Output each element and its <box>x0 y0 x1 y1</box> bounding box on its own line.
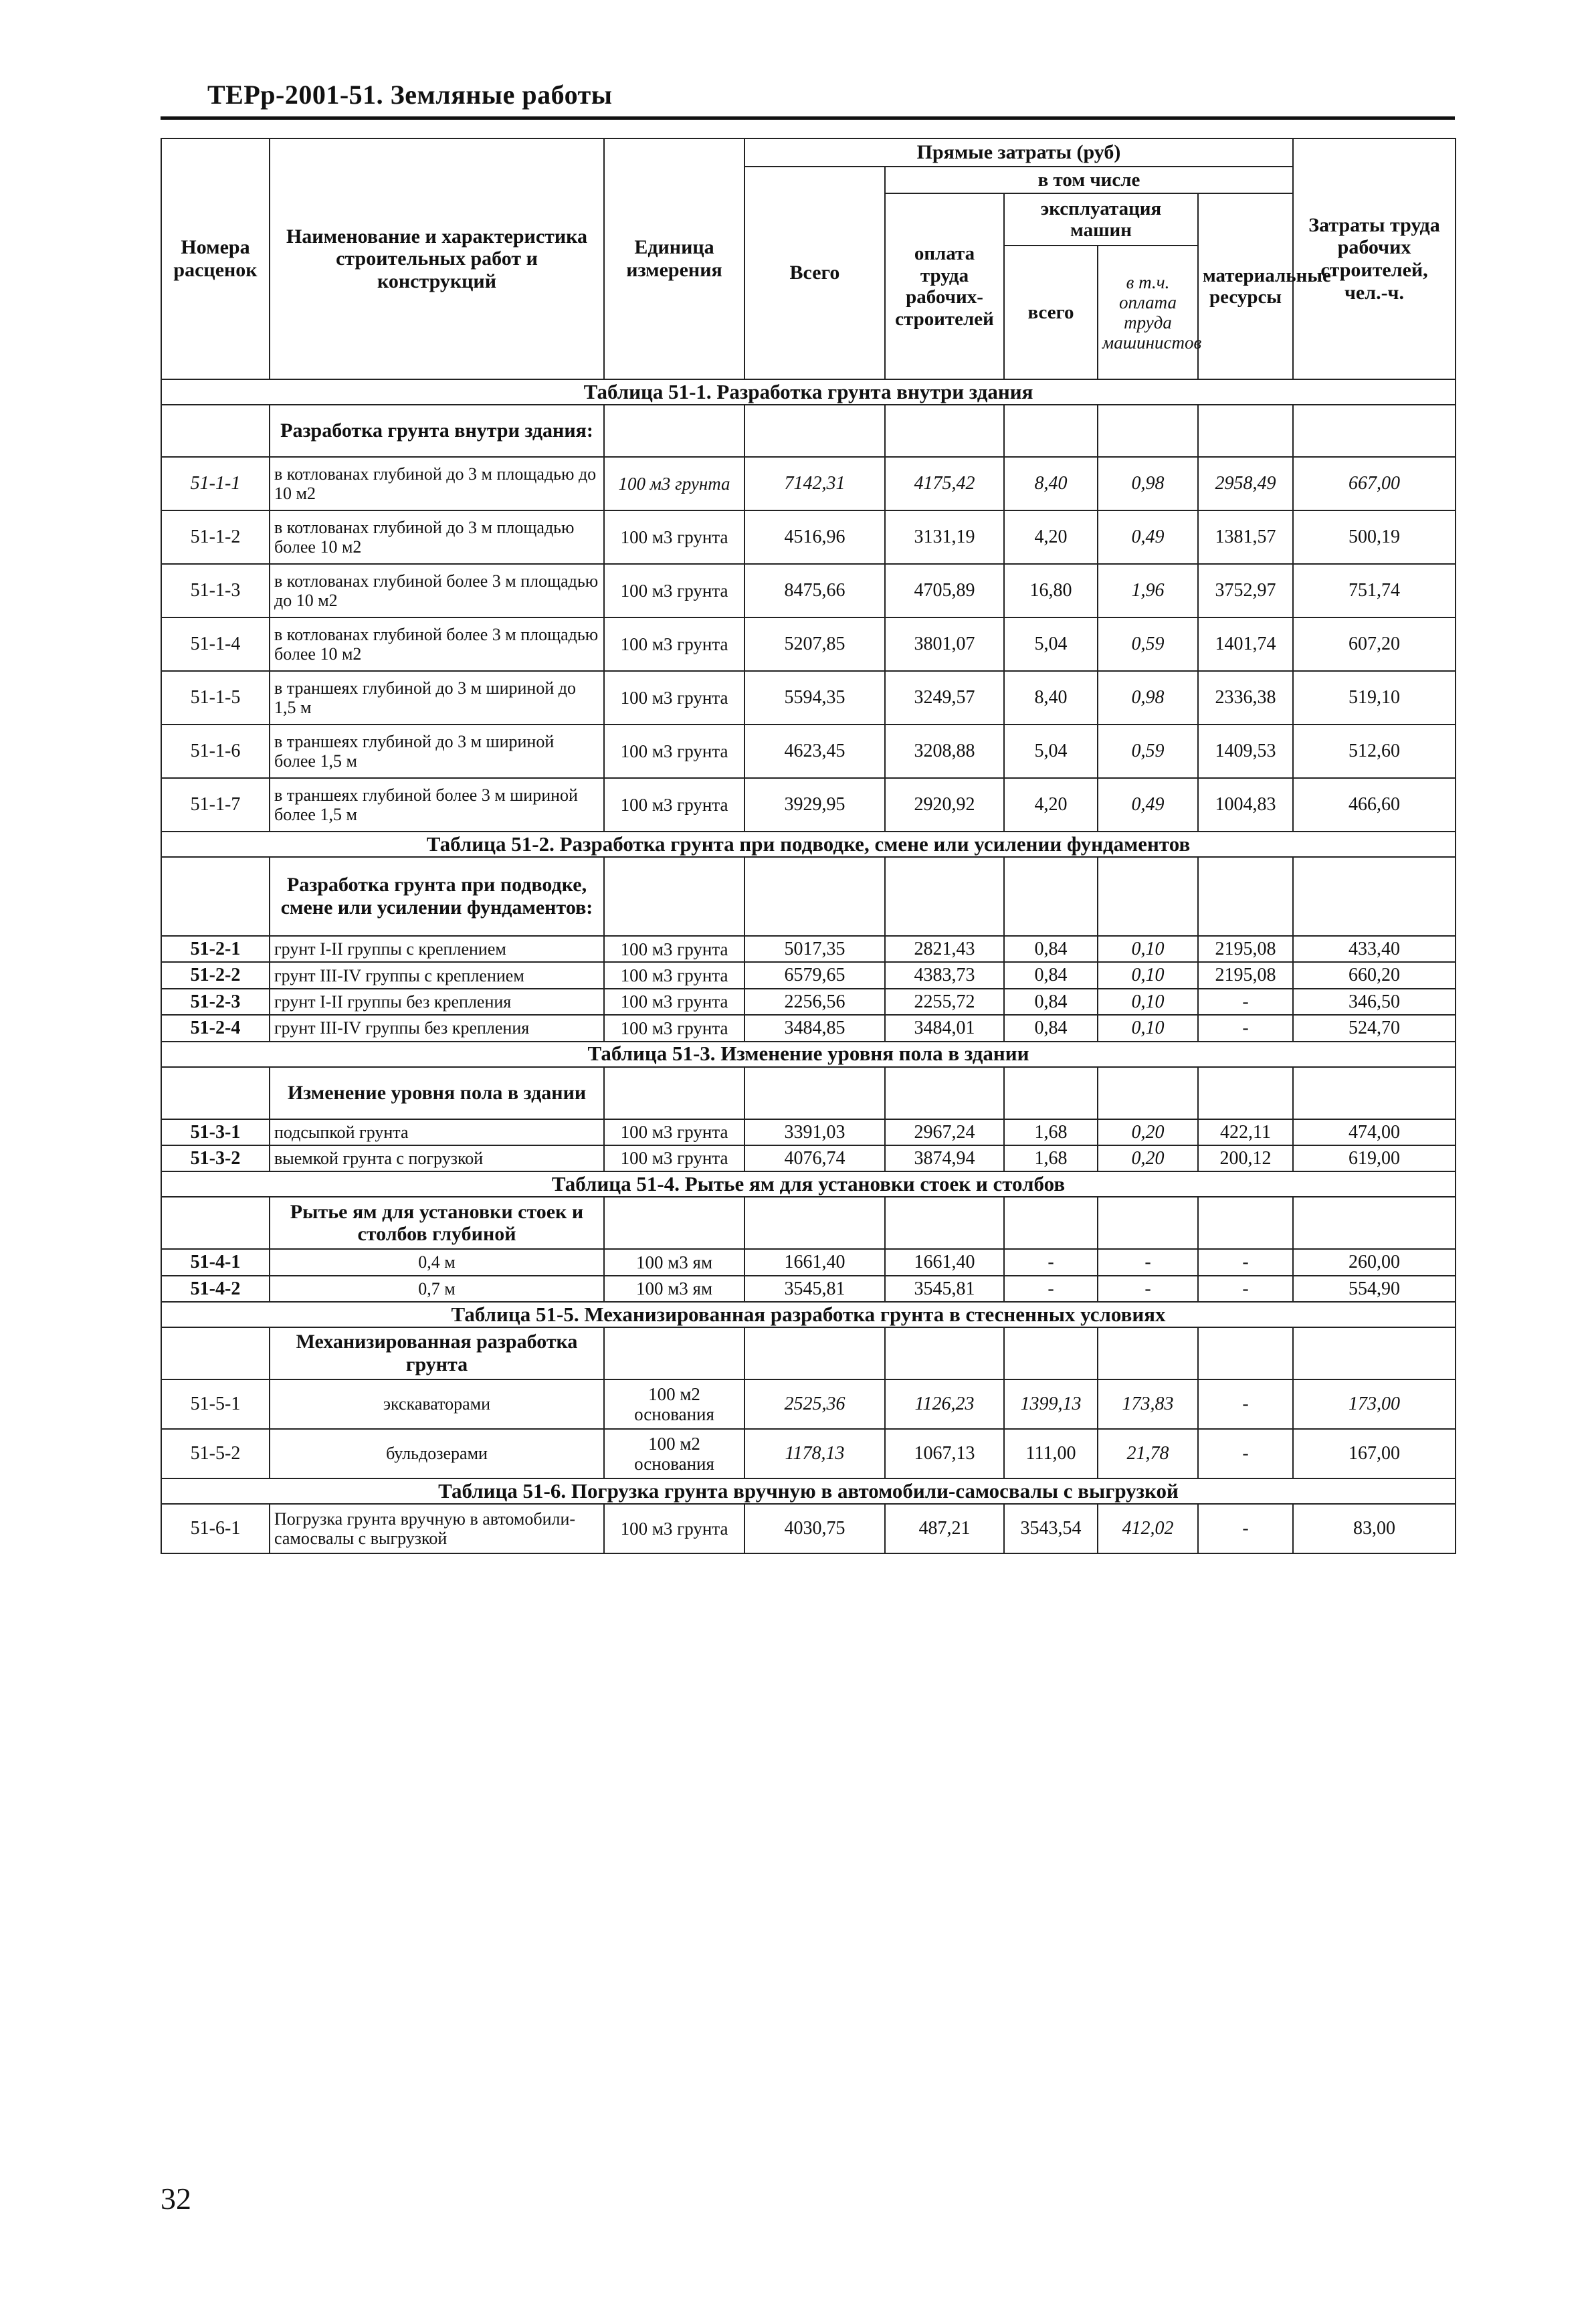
unit-of-measure: 100 м3 грунта <box>604 1504 744 1553</box>
unit-of-measure: 100 м3 грунта <box>604 564 744 617</box>
table-row <box>161 1276 1456 1302</box>
empty-cell <box>885 405 1004 457</box>
unit-of-measure: 100 м2 основания <box>604 1429 744 1478</box>
work-name: Погрузка грунта вручную в автомобили-самосвалы с выгрузкой <box>270 1504 604 1553</box>
cost-total: 8475,66 <box>744 564 885 617</box>
labor-cost: 167,00 <box>1293 1429 1456 1478</box>
cost-machines-wages: 0,10 <box>1098 962 1198 988</box>
cost-machines: 8,40 <box>1004 457 1098 510</box>
section-title-row <box>161 1478 1456 1504</box>
unit-of-measure: 100 м3 грунта <box>604 1145 744 1171</box>
cost-machines-wages: 0,20 <box>1098 1145 1198 1171</box>
table-row <box>161 962 1456 988</box>
cost-materials: - <box>1198 1379 1293 1429</box>
empty-cell <box>1293 857 1456 936</box>
cost-wages: 3131,19 <box>885 510 1004 564</box>
col-header-total: Всего <box>744 167 885 379</box>
empty-cell <box>604 1327 744 1379</box>
work-name: в котлованах глубиной более 3 м площадью до 10 м2 <box>270 564 604 617</box>
work-name: в траншеях глубиной более 3 м шириной более 1,5 м <box>270 778 604 832</box>
cost-wages: 1661,40 <box>885 1249 1004 1275</box>
section-subtitle-row <box>161 1327 1456 1379</box>
section-title: Таблица 51-2. Разработка грунта при подводке, смене или усилении фундаментов <box>161 832 1456 857</box>
cost-wages: 2821,43 <box>885 936 1004 962</box>
empty-cell <box>604 405 744 457</box>
empty-cell <box>161 1327 270 1379</box>
cost-materials: 3752,97 <box>1198 564 1293 617</box>
empty-cell <box>1293 1197 1456 1249</box>
cost-machines-wages: 21,78 <box>1098 1429 1198 1478</box>
cost-machines: 1,68 <box>1004 1119 1098 1145</box>
cost-machines: - <box>1004 1276 1098 1302</box>
cost-wages: 2255,72 <box>885 989 1004 1015</box>
empty-cell <box>885 1197 1004 1249</box>
cost-machines-wages: 0,59 <box>1098 725 1198 778</box>
cost-total: 3391,03 <box>744 1119 885 1145</box>
rate-code: 51-3-1 <box>161 1119 270 1145</box>
section-title-row <box>161 1302 1456 1327</box>
table-header <box>161 138 1456 379</box>
cost-machines: 0,84 <box>1004 936 1098 962</box>
rate-code: 51-4-1 <box>161 1249 270 1275</box>
empty-cell <box>1004 1067 1098 1119</box>
section-subtitle-row <box>161 857 1456 936</box>
cost-wages: 4175,42 <box>885 457 1004 510</box>
empty-cell <box>1098 1327 1198 1379</box>
cost-total: 5017,35 <box>744 936 885 962</box>
section-title-row <box>161 1171 1456 1197</box>
labor-cost: 751,74 <box>1293 564 1456 617</box>
cost-machines: 0,84 <box>1004 962 1098 988</box>
cost-total: 2525,36 <box>744 1379 885 1429</box>
cost-materials: 1381,57 <box>1198 510 1293 564</box>
cost-machines-wages: 0,10 <box>1098 989 1198 1015</box>
cost-machines: 111,00 <box>1004 1429 1098 1478</box>
rates-sheet <box>161 138 1455 1554</box>
cost-machines: 16,80 <box>1004 564 1098 617</box>
empty-cell <box>1198 1197 1293 1249</box>
work-name: выемкой грунта с погрузкой <box>270 1145 604 1171</box>
empty-cell <box>1004 1197 1098 1249</box>
labor-cost: 667,00 <box>1293 457 1456 510</box>
labor-cost: 554,90 <box>1293 1276 1456 1302</box>
table-row <box>161 1119 1456 1145</box>
cost-machines-wages: 0,59 <box>1098 617 1198 671</box>
rate-code: 51-1-6 <box>161 725 270 778</box>
cost-wages: 1067,13 <box>885 1429 1004 1478</box>
empty-cell <box>744 1327 885 1379</box>
labor-cost: 660,20 <box>1293 962 1456 988</box>
empty-cell <box>1098 857 1198 936</box>
unit-of-measure: 100 м3 грунта <box>604 671 744 725</box>
cost-machines-wages: 0,49 <box>1098 510 1198 564</box>
cost-machines: 3543,54 <box>1004 1504 1098 1553</box>
cost-machines: - <box>1004 1249 1098 1275</box>
cost-wages: 3249,57 <box>885 671 1004 725</box>
cost-materials: 422,11 <box>1198 1119 1293 1145</box>
empty-cell <box>604 857 744 936</box>
work-name: в траншеях глубиной до 3 м шириной до 1,5 м <box>270 671 604 725</box>
cost-total: 1178,13 <box>744 1429 885 1478</box>
empty-cell <box>1293 1067 1456 1119</box>
cost-materials: 1401,74 <box>1198 617 1293 671</box>
col-header-labor: Затраты труда рабочих строителей, чел.-ч. <box>1293 138 1456 379</box>
rate-code: 51-4-2 <box>161 1276 270 1302</box>
col-header-machines-wages: в т.ч. оплата труда машинистов <box>1098 246 1198 379</box>
cost-wages: 3484,01 <box>885 1015 1004 1041</box>
col-header-unit: Единица измерения <box>604 138 744 379</box>
work-name: грунт III-IV группы с креплением <box>270 962 604 988</box>
work-name: грунт III-IV группы без крепления <box>270 1015 604 1041</box>
col-header-code: Номера расценок <box>161 138 270 379</box>
work-name: подсыпкой грунта <box>270 1119 604 1145</box>
cost-wages: 3545,81 <box>885 1276 1004 1302</box>
empty-cell <box>1198 1067 1293 1119</box>
empty-cell <box>744 405 885 457</box>
empty-cell <box>1293 1327 1456 1379</box>
section-subtitle: Механизированная разработка грунта <box>270 1327 604 1379</box>
cost-materials: - <box>1198 1429 1293 1478</box>
empty-cell <box>1004 857 1098 936</box>
cost-total: 3929,95 <box>744 778 885 832</box>
cost-machines-wages: 0,98 <box>1098 671 1198 725</box>
empty-cell <box>161 857 270 936</box>
labor-cost: 607,20 <box>1293 617 1456 671</box>
empty-cell <box>1198 1327 1293 1379</box>
unit-of-measure: 100 м3 грунта <box>604 1119 744 1145</box>
empty-cell <box>1098 405 1198 457</box>
unit-of-measure: 100 м3 грунта <box>604 510 744 564</box>
work-name: бульдозерами <box>270 1429 604 1478</box>
cost-machines-wages: - <box>1098 1276 1198 1302</box>
cost-machines-wages: - <box>1098 1249 1198 1275</box>
empty-cell <box>604 1197 744 1249</box>
cost-materials: 2195,08 <box>1198 936 1293 962</box>
table-row <box>161 510 1456 564</box>
empty-cell <box>1004 1327 1098 1379</box>
section-subtitle: Изменение уровня пола в здании <box>270 1067 604 1119</box>
document-title: ТЕРр-2001-51. Земляные работы <box>207 80 613 110</box>
cost-wages: 4383,73 <box>885 962 1004 988</box>
cost-wages: 3208,88 <box>885 725 1004 778</box>
table-body <box>161 379 1456 1553</box>
cost-total: 5594,35 <box>744 671 885 725</box>
labor-cost: 519,10 <box>1293 671 1456 725</box>
work-name: грунт I-II группы без крепления <box>270 989 604 1015</box>
cost-wages: 1126,23 <box>885 1379 1004 1429</box>
unit-of-measure: 100 м3 грунта <box>604 1015 744 1041</box>
cost-machines-wages: 0,98 <box>1098 457 1198 510</box>
empty-cell <box>1004 405 1098 457</box>
rate-code: 51-2-2 <box>161 962 270 988</box>
table-row <box>161 725 1456 778</box>
section-title: Таблица 51-3. Изменение уровня пола в здании <box>161 1042 1456 1067</box>
work-name: в котлованах глубиной до 3 м площадью до 10 м2 <box>270 457 604 510</box>
work-name: 0,4 м <box>270 1249 604 1275</box>
col-header-machines: эксплуатация машин <box>1004 193 1198 246</box>
section-subtitle-row <box>161 405 1456 457</box>
unit-of-measure: 100 м3 ям <box>604 1249 744 1275</box>
labor-cost: 83,00 <box>1293 1504 1456 1553</box>
cost-wages: 2967,24 <box>885 1119 1004 1145</box>
cost-wages: 487,21 <box>885 1504 1004 1553</box>
rate-code: 51-1-3 <box>161 564 270 617</box>
cost-materials: - <box>1198 1504 1293 1553</box>
table-row <box>161 778 1456 832</box>
empty-cell <box>604 1067 744 1119</box>
rate-code: 51-3-2 <box>161 1145 270 1171</box>
unit-of-measure: 100 м3 грунта <box>604 617 744 671</box>
cost-machines: 0,84 <box>1004 989 1098 1015</box>
cost-machines: 4,20 <box>1004 510 1098 564</box>
cost-machines-wages: 412,02 <box>1098 1504 1198 1553</box>
table-row <box>161 671 1456 725</box>
col-header-wages: оплата труда рабочих-строителей <box>885 193 1004 379</box>
table-row <box>161 564 1456 617</box>
cost-machines: 5,04 <box>1004 617 1098 671</box>
cost-wages: 3874,94 <box>885 1145 1004 1171</box>
section-title: Таблица 51-1. Разработка грунта внутри здания <box>161 379 1456 405</box>
col-header-direct-costs: Прямые затраты (руб) <box>744 138 1293 167</box>
section-subtitle: Разработка грунта при подводке, смене или усилении фундаментов: <box>270 857 604 936</box>
cost-materials: 2958,49 <box>1198 457 1293 510</box>
empty-cell <box>744 1067 885 1119</box>
empty-cell <box>744 857 885 936</box>
cost-machines-wages: 0,49 <box>1098 778 1198 832</box>
empty-cell <box>1198 405 1293 457</box>
table-row <box>161 1145 1456 1171</box>
work-name: в траншеях глубиной до 3 м шириной более 1,5 м <box>270 725 604 778</box>
work-name: в котлованах глубиной более 3 м площадью более 10 м2 <box>270 617 604 671</box>
cost-materials: 2195,08 <box>1198 962 1293 988</box>
cost-machines-wages: 0,10 <box>1098 936 1198 962</box>
unit-of-measure: 100 м3 грунта <box>604 962 744 988</box>
cost-total: 3484,85 <box>744 1015 885 1041</box>
table-row <box>161 936 1456 962</box>
cost-total: 6579,65 <box>744 962 885 988</box>
cost-materials: - <box>1198 1276 1293 1302</box>
unit-of-measure: 100 м3 ям <box>604 1276 744 1302</box>
empty-cell <box>1098 1067 1198 1119</box>
table-row <box>161 1429 1456 1478</box>
unit-of-measure: 100 м2 основания <box>604 1379 744 1429</box>
cost-machines: 0,84 <box>1004 1015 1098 1041</box>
empty-cell <box>1098 1197 1198 1249</box>
table-row <box>161 1504 1456 1553</box>
empty-cell <box>161 1067 270 1119</box>
section-subtitle-row <box>161 1067 1456 1119</box>
cost-wages: 2920,92 <box>885 778 1004 832</box>
rate-code: 51-1-4 <box>161 617 270 671</box>
cost-total: 7142,31 <box>744 457 885 510</box>
section-title-row <box>161 832 1456 857</box>
unit-of-measure: 100 м3 грунта <box>604 936 744 962</box>
rate-code: 51-2-1 <box>161 936 270 962</box>
rate-code: 51-2-4 <box>161 1015 270 1041</box>
cost-total: 1661,40 <box>744 1249 885 1275</box>
cost-total: 2256,56 <box>744 989 885 1015</box>
cost-machines-wages: 173,83 <box>1098 1379 1198 1429</box>
rate-code: 51-6-1 <box>161 1504 270 1553</box>
table-row <box>161 1379 1456 1429</box>
cost-machines-wages: 0,20 <box>1098 1119 1198 1145</box>
cost-machines: 1,68 <box>1004 1145 1098 1171</box>
table-row <box>161 617 1456 671</box>
labor-cost: 173,00 <box>1293 1379 1456 1429</box>
title-rule <box>161 116 1455 120</box>
section-subtitle-row <box>161 1197 1456 1249</box>
section-title-row <box>161 379 1456 405</box>
cost-materials: - <box>1198 989 1293 1015</box>
section-subtitle: Рытье ям для установки стоек и столбов глубиной <box>270 1197 604 1249</box>
cost-total: 4030,75 <box>744 1504 885 1553</box>
empty-cell <box>885 857 1004 936</box>
labor-cost: 619,00 <box>1293 1145 1456 1171</box>
cost-materials: - <box>1198 1249 1293 1275</box>
cost-materials: 1409,53 <box>1198 725 1293 778</box>
col-header-machines-total: всего <box>1004 246 1098 379</box>
cost-machines-wages: 0,10 <box>1098 1015 1198 1041</box>
table-row <box>161 1015 1456 1041</box>
section-title-row <box>161 1042 1456 1067</box>
unit-of-measure: 100 м3 грунта <box>604 778 744 832</box>
work-name: 0,7 м <box>270 1276 604 1302</box>
cost-machines-wages: 1,96 <box>1098 564 1198 617</box>
unit-of-measure: 100 м3 грунта <box>604 457 744 510</box>
labor-cost: 500,19 <box>1293 510 1456 564</box>
section-title: Таблица 51-5. Механизированная разработка грунта в стесненных условиях <box>161 1302 1456 1327</box>
empty-cell <box>885 1327 1004 1379</box>
labor-cost: 466,60 <box>1293 778 1456 832</box>
cost-total: 3545,81 <box>744 1276 885 1302</box>
labor-cost: 512,60 <box>1293 725 1456 778</box>
cost-machines: 8,40 <box>1004 671 1098 725</box>
rate-code: 51-1-2 <box>161 510 270 564</box>
col-header-including: в том числе <box>885 167 1293 193</box>
rate-code: 51-1-7 <box>161 778 270 832</box>
section-title: Таблица 51-6. Погрузка грунта вручную в автомобили-самосвалы с выгрузкой <box>161 1478 1456 1504</box>
labor-cost: 260,00 <box>1293 1249 1456 1275</box>
cost-total: 5207,85 <box>744 617 885 671</box>
rate-code: 51-2-3 <box>161 989 270 1015</box>
labor-cost: 474,00 <box>1293 1119 1456 1145</box>
work-name: экскаваторами <box>270 1379 604 1429</box>
work-name: грунт I-II группы с креплением <box>270 936 604 962</box>
empty-cell <box>744 1197 885 1249</box>
table-row <box>161 989 1456 1015</box>
empty-cell <box>161 405 270 457</box>
table-row <box>161 457 1456 510</box>
col-header-name: Наименование и характеристика строительных работ и конструкций <box>270 138 604 379</box>
empty-cell <box>1293 405 1456 457</box>
cost-materials: - <box>1198 1015 1293 1041</box>
cost-wages: 4705,89 <box>885 564 1004 617</box>
page-number: 32 <box>161 2182 191 2216</box>
unit-of-measure: 100 м3 грунта <box>604 725 744 778</box>
labor-cost: 433,40 <box>1293 936 1456 962</box>
cost-total: 4516,96 <box>744 510 885 564</box>
cost-total: 4623,45 <box>744 725 885 778</box>
rates-table <box>161 138 1456 1554</box>
cost-machines: 4,20 <box>1004 778 1098 832</box>
rate-code: 51-1-5 <box>161 671 270 725</box>
table-row <box>161 1249 1456 1275</box>
cost-materials: 1004,83 <box>1198 778 1293 832</box>
rate-code: 51-5-2 <box>161 1429 270 1478</box>
unit-of-measure: 100 м3 грунта <box>604 989 744 1015</box>
empty-cell <box>885 1067 1004 1119</box>
work-name: в котлованах глубиной до 3 м площадью более 10 м2 <box>270 510 604 564</box>
cost-total: 4076,74 <box>744 1145 885 1171</box>
empty-cell <box>1198 857 1293 936</box>
rate-code: 51-5-1 <box>161 1379 270 1429</box>
section-title: Таблица 51-4. Рытье ям для установки стоек и столбов <box>161 1171 1456 1197</box>
labor-cost: 524,70 <box>1293 1015 1456 1041</box>
cost-machines: 5,04 <box>1004 725 1098 778</box>
rate-code: 51-1-1 <box>161 457 270 510</box>
section-subtitle: Разработка грунта внутри здания: <box>270 405 604 457</box>
col-header-materials: материальные ресурсы <box>1198 193 1293 379</box>
cost-machines: 1399,13 <box>1004 1379 1098 1429</box>
empty-cell <box>161 1197 270 1249</box>
cost-materials: 2336,38 <box>1198 671 1293 725</box>
cost-wages: 3801,07 <box>885 617 1004 671</box>
labor-cost: 346,50 <box>1293 989 1456 1015</box>
cost-materials: 200,12 <box>1198 1145 1293 1171</box>
